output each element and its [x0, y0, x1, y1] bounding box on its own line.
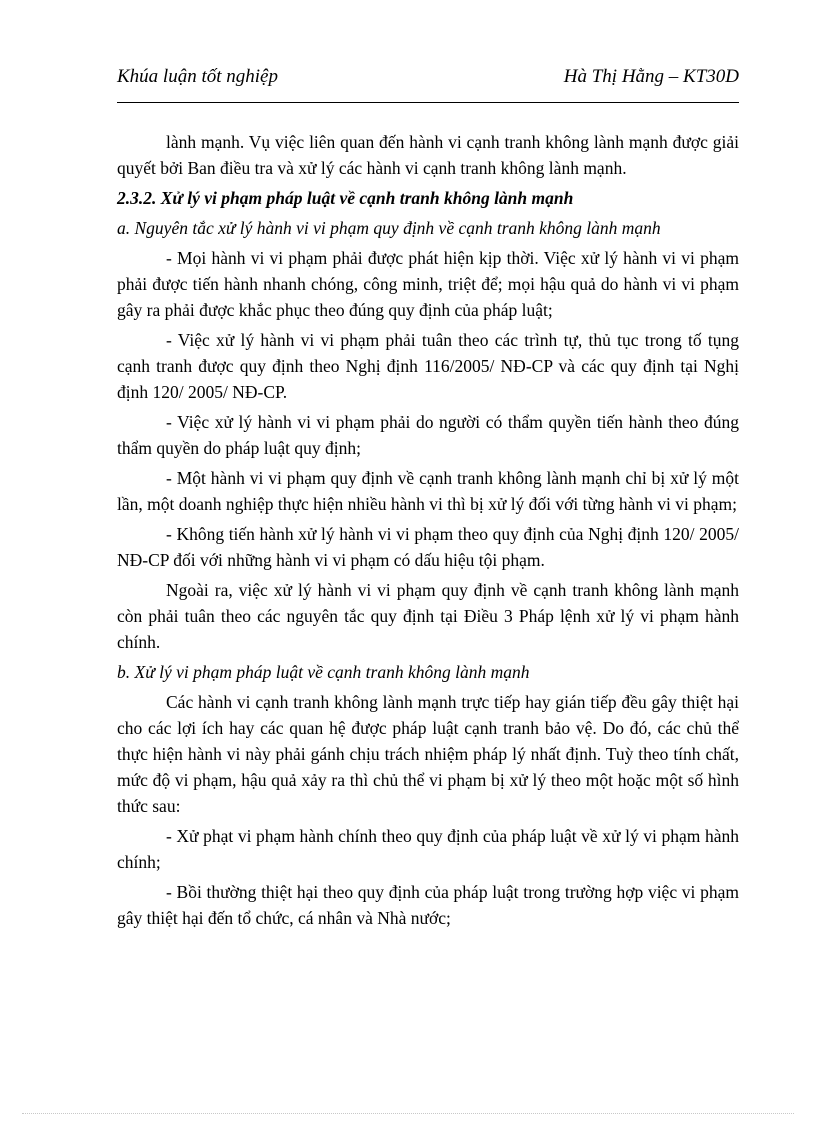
paragraph: - Việc xử lý hành vi vi phạm phải tuân theo các trình tự, thủ tục trong tố tụng cạnh tranh được quy định theo Nghị định 116/2005/ NĐ-CP và các quy định tại Nghị định 120/ 2005/ NĐ-CP.	[117, 330, 739, 402]
paragraph: - Không tiến hành xử lý hành vi vi phạm theo quy định của Nghị định 120/ 2005/ NĐ-CP đối với những hành vi vi phạm có dấu hiệu tội phạm.	[117, 524, 739, 570]
section-heading: 2.3.2. Xử lý vi phạm pháp luật về cạnh tranh không lành mạnh	[117, 188, 574, 208]
paragraph: Ngoài ra, việc xử lý hành vi vi phạm quy định về cạnh tranh không lành mạnh còn phải tuân theo các nguyên tắc quy định tại Điều 3 Pháp lệnh xử lý vi phạm hành chính.	[117, 580, 739, 652]
page-bottom-border	[22, 1113, 794, 1114]
header-right-author: Hà Thị Hằng – KT30D	[563, 66, 739, 87]
subsection-b-heading: b. Xử lý vi phạm pháp luật về cạnh tranh không lành mạnh	[117, 662, 530, 682]
subsection-a-heading: a. Nguyên tắc xử lý hành vi vi phạm quy định về cạnh tranh không lành mạnh	[117, 218, 661, 238]
paragraph: - Xử phạt vi phạm hành chính theo quy định của pháp luật về xử lý vi phạm hành chính;	[117, 826, 739, 872]
page-header	[117, 66, 739, 103]
header-left-title: Khúa luận tốt nghiệp	[117, 66, 278, 87]
paragraph: - Việc xử lý hành vi vi phạm phải do người có thẩm quyền tiến hành theo đúng thẩm quyền do pháp luật quy định;	[117, 412, 739, 458]
paragraph-continued: lành mạnh. Vụ việc liên quan đến hành vi cạnh tranh không lành mạnh được giải quyết bởi Ban điều tra và xử lý các hành vi cạnh tranh không lành mạnh.	[117, 132, 739, 178]
paragraph: - Một hành vi vi phạm quy định về cạnh tranh không lành mạnh chỉ bị xử lý một lần, một doanh nghiệp thực hiện nhiều hành vi thì bị xử lý đối với từng hành vi vi phạm;	[117, 468, 739, 514]
document-body	[117, 129, 739, 935]
paragraph: - Mọi hành vi vi phạm phải được phát hiện kịp thời. Việc xử lý hành vi vi phạm phải được tiến hành nhanh chóng, công minh, triệt để; mọi hậu quả do hành vi vi phạm gây ra phải được khắc phục theo đúng quy định của pháp luật;	[117, 248, 739, 320]
paragraph: Các hành vi cạnh tranh không lành mạnh trực tiếp hay gián tiếp đều gây thiệt hại cho các lợi ích hay các quan hệ được pháp luật cạnh tranh bảo vệ. Do đó, các chủ thể thực hiện hành vi này phải gánh chịu trách nhiệm pháp lý nhất định. Tuỳ theo tính chất, mức độ vi phạm, hậu quả xảy ra thì chủ thể vi phạm bị xử lý theo một hoặc một số hình thức sau:	[117, 692, 739, 816]
paragraph: - Bồi thường thiệt hại theo quy định của pháp luật trong trường hợp việc vi phạm gây thiệt hại đến tổ chức, cá nhân và Nhà nước;	[117, 882, 739, 928]
